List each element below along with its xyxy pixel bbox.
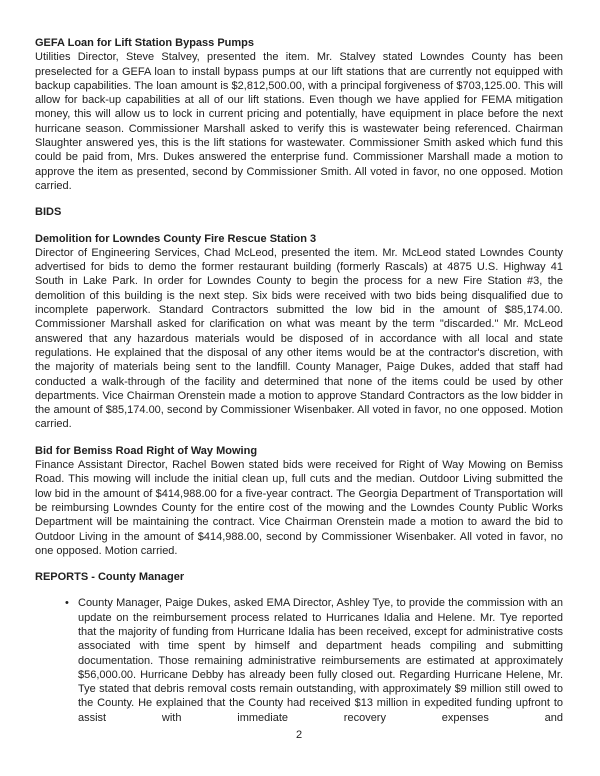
page-number: 2 <box>295 729 303 742</box>
section-heading-bemiss-mowing: Bid for Bemiss Road Right of Way Mowing <box>35 444 258 457</box>
bullet-paragraph-hurricane-reimbursement: County Manager, Paige Dukes, asked EMA Director, Ashley Tye, to provide the commission with an update on the reimbursement process related to Hurricanes Idalia and Helene. Mr. Tye reported that the majority of funding from Hurricane Idalia has been received, except for administrative costs associated with time spent by himself and department heads compiling and submitting documentation. Those remaining administrative reimbursements are estimated at approximately $56,000.00. Hurricane Debby has already been fully closed out. Regarding Hurricane Helene, Mr. Tye stated that debris removal costs remain outstanding, with approximately $9 million still owed to the County. He explained that the County had received $13 million in expedited funding upfront to assist with immediate recovery expenses and <box>78 597 563 724</box>
section-paragraph-bemiss-mowing: Finance Assistant Director, Rachel Bowen stated bids were received for Right of Way Mowing on Bemiss Road. This mowing will include the initial clean up, full cuts and the median. Outdoor Living submitted the low bid in the amount of $414,988.00 for a five-year contract. The Georgia Department of Transportation will be reimbursing Lowndes County for the entire cost of the mowing and the Lowndes County Public Works Department will be maintaining the contract. Vice Chairman Orenstein made a motion to award the bid to Outdoor Living in the amount of $414,988.00, second by Commissioner Wisenbaker. All voted in favor, no one opposed. Motion carried. <box>35 459 563 557</box>
section-gefa-loan <box>35 36 563 193</box>
section-bemiss-mowing <box>35 444 563 558</box>
section-heading-demolition: Demolition for Lowndes County Fire Rescue Station 3 <box>35 232 317 245</box>
section-heading-reports-county-manager: REPORTS - County Manager <box>35 571 185 584</box>
section-paragraph-demolition: Director of Engineering Services, Chad McLeod, presented the item. Mr. McLeod stated Lowndes County advertised for bids to demo the former restaurant building (formerly Rascals) at 4875 U.S. Highway 41 South in Lake Park. In order for Lowndes County to begin the process for a new Fire Station #3, the demolition of this building is the next step. Six bids were received with two bids being disqualified due to incomplete paperwork. Standard Contractors submitted the low bid in the amount of $85,174.00. Commissioner Marshall asked for clarification on what was meant by the term "discarded." Mr. McLeod answered that any hazardous materials would be disposed of in accordance with all local and state regulations. He explained that the disposal of any other items would be at the contractor's discretion, with the majority of materials being sent to the landfill. County Manager, Paige Dukes, added that staff had conducted a walk-through of the facility and determined that none of the items could be used by other departments. Vice Chairman Orenstein made a motion to approve Standard Contractors as the low bidder in the amount of $85,174.00, second by Commissioner Wisenbaker. All voted in favor, no one opposed. Motion carried. <box>35 246 563 431</box>
section-paragraph-gefa-loan: Utilities Director, Steve Stalvey, presented the item. Mr. Stalvey stated Lowndes County has been preselected for a GEFA loan to install bypass pumps at our lift stations that are currently not equipped with backup capabilities. The loan amount is $2,812,500.00, with a principal forgiveness of $703,125.00. This will allow for back-up capabilities at all of our lift stations. Even though we have applied for FEMA mitigation money, this will allow us to lock in current pricing and potentially, have equipment in place before the next hurricane season. Commissioner Marshall asked to verify this is wastewater being referenced. Chairman Slaughter answered yes, this is the lift stations for wastewater. Commissioner Smith asked which fund this could be paid from, Mrs. Dukes answered the enterprise fund. Commissioner Marshall made a motion to approve the item as presented, second by Commissioner Smith. All voted in favor, no one opposed. Motion carried. <box>35 51 563 192</box>
bullet-icon: • <box>65 597 69 610</box>
list-item <box>65 596 563 725</box>
section-demolition <box>35 232 563 432</box>
section-heading-gefa-loan: GEFA Loan for Lift Station Bypass Pumps <box>35 37 255 49</box>
section-heading-bids: BIDS <box>35 206 62 219</box>
